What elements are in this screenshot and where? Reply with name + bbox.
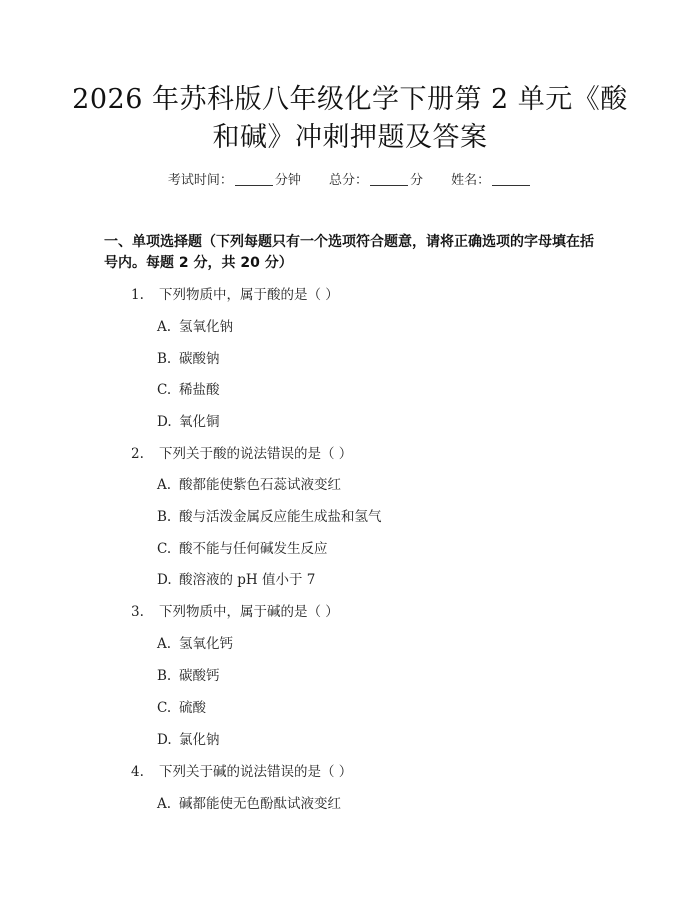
option-text: 硫酸 — [179, 700, 206, 716]
name-label: 姓名： — [451, 173, 491, 188]
question-1-option-c — [157, 378, 220, 398]
option-letter: D. — [157, 732, 172, 748]
section-heading-line-2: 号内。每题 2 分，共 20 分） — [104, 255, 293, 271]
question-2-option-b — [157, 505, 382, 525]
question-1-option-a — [157, 315, 233, 335]
question-3 — [131, 600, 339, 620]
document-title-line-2: 和碱》冲刺押题及答案 — [212, 122, 488, 153]
question-text: 下列物质中，属于酸的是（ ） — [159, 287, 339, 303]
name-blank — [492, 172, 530, 186]
question-3-option-c — [157, 696, 206, 716]
document-title-line-1: 2026 年苏科版八年级化学下册第 2 单元《酸 — [72, 84, 628, 115]
option-letter: D. — [157, 414, 172, 430]
question-4-option-a — [157, 792, 341, 812]
option-letter: C. — [157, 541, 172, 557]
question-1-option-b — [157, 347, 220, 367]
question-number: 2. — [131, 446, 144, 462]
option-text: 酸与活泼金属反应能生成盐和氢气 — [179, 509, 382, 525]
question-2-option-a — [157, 473, 341, 493]
question-2-option-d — [157, 568, 315, 588]
score-blank — [370, 172, 408, 186]
question-text: 下列关于碱的说法错误的是（ ） — [159, 764, 353, 780]
option-letter: A. — [157, 477, 172, 493]
time-unit: 分钟 — [274, 173, 301, 188]
question-number: 1. — [131, 287, 144, 303]
option-text: 氯化钠 — [179, 732, 220, 748]
time-label: 考试时间： — [167, 173, 233, 188]
exam-score — [329, 169, 423, 188]
exam-name — [451, 169, 532, 188]
option-text: 氢氧化钙 — [179, 636, 233, 652]
question-number: 4. — [131, 764, 144, 780]
option-text: 酸溶液的 pH 值小于 7 — [179, 572, 316, 588]
score-label: 总分： — [328, 173, 368, 188]
question-text: 下列物质中，属于碱的是（ ） — [159, 604, 339, 620]
question-3-option-d — [157, 728, 220, 748]
question-3-option-a — [157, 632, 233, 652]
option-letter: A. — [157, 796, 172, 812]
score-unit: 分 — [410, 173, 424, 188]
option-text: 酸都能使紫色石蕊试液变红 — [179, 477, 341, 493]
exam-meta — [0, 169, 700, 188]
option-text: 氧化铜 — [179, 414, 220, 430]
option-text: 碳酸钠 — [179, 351, 220, 367]
option-text: 碳酸钙 — [179, 668, 220, 684]
question-1 — [131, 283, 339, 303]
option-letter: A. — [157, 319, 172, 335]
option-letter: D. — [157, 572, 172, 588]
option-letter: B. — [157, 351, 172, 367]
option-text: 氢氧化钠 — [179, 319, 233, 335]
question-text: 下列关于酸的说法错误的是（ ） — [159, 446, 353, 462]
option-letter: C. — [157, 700, 172, 716]
question-number: 3. — [131, 604, 144, 620]
question-3-option-b — [157, 664, 220, 684]
exam-time — [168, 169, 301, 188]
question-2 — [131, 442, 352, 462]
question-4 — [131, 760, 352, 780]
option-text: 酸不能与任何碱发生反应 — [179, 541, 328, 557]
option-letter: B. — [157, 668, 172, 684]
option-letter: C. — [157, 382, 172, 398]
question-2-option-c — [157, 537, 328, 557]
section-heading-line-1: 一、单项选择题（下列每题只有一个选项符合题意，请将正确选项的字母填在括 — [104, 234, 594, 250]
question-1-option-d — [157, 410, 220, 430]
time-blank — [235, 172, 273, 186]
option-letter: A. — [157, 636, 172, 652]
option-letter: B. — [157, 509, 172, 525]
option-text: 碱都能使无色酚酞试液变红 — [179, 796, 341, 812]
option-text: 稀盐酸 — [179, 382, 220, 398]
